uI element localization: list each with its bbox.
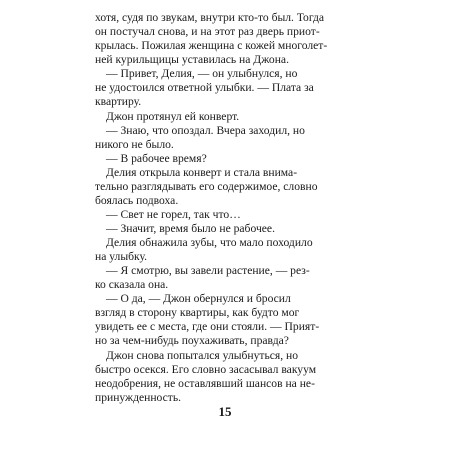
text-line: ко сказала она.: [95, 278, 169, 291]
page-number: 15: [218, 404, 232, 419]
text-line: Джон снова попытался улыбнуться, но: [106, 349, 299, 362]
text-line: взгляд в сторону квартиры, как будто мог: [95, 306, 300, 319]
text-line: не удостоился ответной улыбки. — Плата за: [95, 81, 314, 94]
text-line: увидеть ее с места, где они стояли. — Прият-: [95, 320, 320, 333]
text-line: он постучал снова, и на этот раз дверь приот-: [95, 25, 320, 38]
text-line: хотя, судя по звукам, внутри кто-то был. Тогда: [95, 11, 325, 24]
text-line: быстро осекся. Его словно засасывал вакуум: [95, 363, 317, 376]
text-line: ней курильщицы уставилась на Джона.: [95, 53, 289, 66]
text-line: — О да, — Джон обернулся и бросил: [106, 292, 291, 305]
text-line: но за чем-нибудь поухаживать, правда?: [95, 334, 289, 347]
text-line: Джон протянул ей конверт.: [106, 110, 240, 123]
text-line: на улыбку.: [95, 250, 148, 263]
text-line: неодобрения, не оставлявший шансов на не-: [95, 377, 315, 390]
text-line: квартиру.: [95, 95, 142, 108]
text-line: боялась подвоха.: [95, 194, 179, 207]
text-line: — В рабочее время?: [106, 152, 207, 165]
text-line: Делия открыла конверт и стала внима-: [106, 166, 298, 179]
text-line: — Привет, Делия, — он улыбнулся, но: [106, 67, 298, 80]
text-line: никого не было.: [95, 138, 174, 151]
text-line: принужденность.: [95, 391, 182, 404]
text-line: — Я смотрю, вы завели растение, — рез-: [106, 264, 310, 277]
text-line: — Значит, время было не рабочее.: [106, 222, 275, 235]
text-line: Делия обнажила зубы, что мало походило: [106, 236, 313, 249]
text-line: — Знаю, что опоздал. Вчера заходил, но: [106, 124, 305, 137]
text-line: крылась. Пожилая женщина с кожей многолет-: [95, 39, 328, 52]
text-line: тельно разглядывать его содержимое, словно: [95, 180, 318, 193]
text-line: — Свет не горел, так что…: [106, 208, 241, 221]
